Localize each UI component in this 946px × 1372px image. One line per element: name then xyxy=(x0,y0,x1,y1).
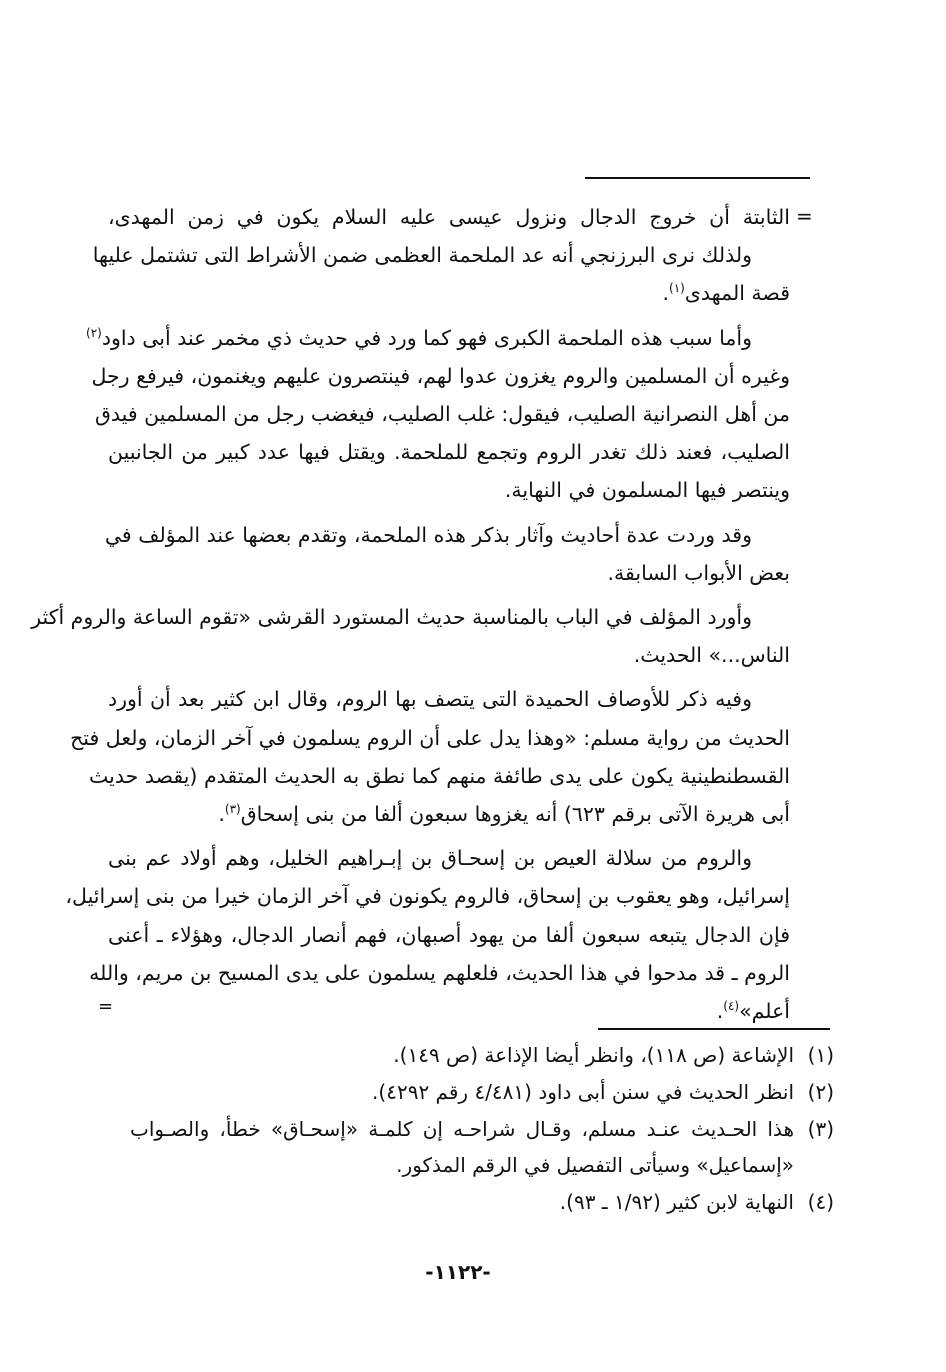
text-line: وينتصر فيها المسلمون في النهاية. xyxy=(504,478,790,503)
text-line: الروم ـ قد مدحوا في هذا الحديث، فلعلهم يسلمون على يدى المسيح بن مريم، والله xyxy=(89,960,790,985)
page-number-text: -١١٢٢- xyxy=(425,1260,491,1284)
text-line: وفيه ذكر للأوصاف الحميدة التى يتصف بها الروم، وقال ابن كثير بعد أن أورد xyxy=(108,687,752,712)
text-line: الناس...» الحديث. xyxy=(633,643,790,668)
text-line: ولذلك نرى البرزنجي أنه عد الملحمة العظمى ضمن الأشراط التى تشتمل عليها xyxy=(92,243,752,268)
text-fragment: أعلم» xyxy=(739,999,790,1024)
text-line: الثابتة أن خروج الدجال ونزول عيسى عليه السلام يكون في زمن المهدى، xyxy=(108,205,790,229)
footnote-text: هذا الحـديث عنـد مسلم، وقـال شراحـه إن كلمـة «إسحـاق» خطأ، والصـواب xyxy=(130,1116,794,1141)
top-separator-rule xyxy=(585,177,810,179)
footnote-number: (٣) xyxy=(807,1116,834,1141)
footnote-continuation: «إسماعيل» وسيأتى التفصيل في الرقم المذكور. xyxy=(396,1153,794,1178)
text-line xyxy=(86,319,790,357)
footnote-number: (٢) xyxy=(807,1079,834,1104)
text-line: إسرائيل، وهو يعقوب بن إسحاق، فالروم يكونون في آخر الزمان خيرا من بنى إسرائيل، xyxy=(65,884,790,909)
text-line: القسطنطينية يكون على يدى طائفة منهم كما نطق به الحديث المتقدم (يقصد حديث xyxy=(89,763,790,788)
main-text xyxy=(31,198,790,1030)
footnote-separator-rule xyxy=(598,1028,830,1030)
footnote-item xyxy=(130,1111,834,1148)
text-fragment: قصة المهدى xyxy=(684,281,790,306)
footnote-text: النهاية لابن كثير (١/٩٢ ـ ٩٣). xyxy=(559,1190,794,1215)
footnote-item xyxy=(130,1074,834,1111)
footnote-ref: (١) xyxy=(669,281,685,296)
footnote-ref: (٣) xyxy=(224,802,241,817)
text-line: قصة المهدى$^{(١)}$. xyxy=(662,281,790,306)
text-line: من أهل النصرانية الصليب، فيقول: غلب الصليب، فيغضب رجل من المسلمين فيدق xyxy=(95,402,790,427)
continuation-mark-top: = xyxy=(796,204,813,228)
footnote-ref: (٢) xyxy=(86,325,102,340)
continuation-mark-bottom: = xyxy=(98,996,114,1017)
footnote-item xyxy=(130,1184,834,1221)
footnote-number: (٤) xyxy=(807,1190,834,1215)
text-fragment: وأما سبب هذه الملحمة الكبرى فهو كما ورد في حديث ذي مخمر عند أبى داود xyxy=(101,325,752,350)
text-line: بعض الأبواب السابقة. xyxy=(607,560,790,585)
text-line: الحديث من رواية مسلم: «وهذا يدل على أن الروم يسلمون في آخر الزمان، ولعل فتح xyxy=(70,725,790,750)
text-fragment: أبى هريرة الآتى برقم ٦٢٣) أنه يغزوها سبعون ألفا من بنى إسحاق xyxy=(240,802,790,827)
text-line: فإن الدجال يتبعه سبعون ألفا من يهود أصبهان، فهم أنصار الدجال، وهؤلاء ـ أعنى xyxy=(108,922,790,947)
text-line: أعلم»$^{(٤)}$. xyxy=(716,999,790,1024)
text-line: أبى هريرة الآتى برقم ٦٢٣) أنه يغزوها سبعون ألفا من بنى إسحاق$^{(٣)}$. xyxy=(218,802,790,827)
footnote-text: انظر الحديث في سنن أبى داود (٤/٤٨١ رقم ٤٢٩٢). xyxy=(372,1079,794,1104)
text-line: والروم من سلالة العيص بن إسحـاق بن إبـراهيم الخليل، وهم أولاد عم بنى xyxy=(108,846,752,871)
footnote-ref: (٤) xyxy=(723,999,740,1014)
footnote-text: الإشاعة (ص ١١٨)، وانظر أيضا الإذاعة (ص ١٤٩). xyxy=(393,1043,794,1067)
text-line: وغيره أن المسلمين والروم يغزون عدوا لهم، فينتصرون عليهم ويغنمون، فيرفع رجل xyxy=(91,363,790,388)
footnote-item xyxy=(130,1037,834,1074)
footnotes xyxy=(130,1037,834,1221)
footnote-number: (١) xyxy=(807,1043,834,1067)
text-line: وقد وردت عدة أحاديث وآثار بذكر هذه الملحمة، وتقدم بعضها عند المؤلف في xyxy=(104,522,752,547)
text-line: وأورد المؤلف في الباب بالمناسبة حديث المستورد القرشى «تقوم الساعة والروم أكثر xyxy=(31,605,752,630)
page-number xyxy=(0,1260,946,1284)
text-line: الصليب، فعند ذلك تغدر الروم وتجمع للملحمة. ويقتل فيها عدد كبير من الجانبين xyxy=(108,440,790,465)
